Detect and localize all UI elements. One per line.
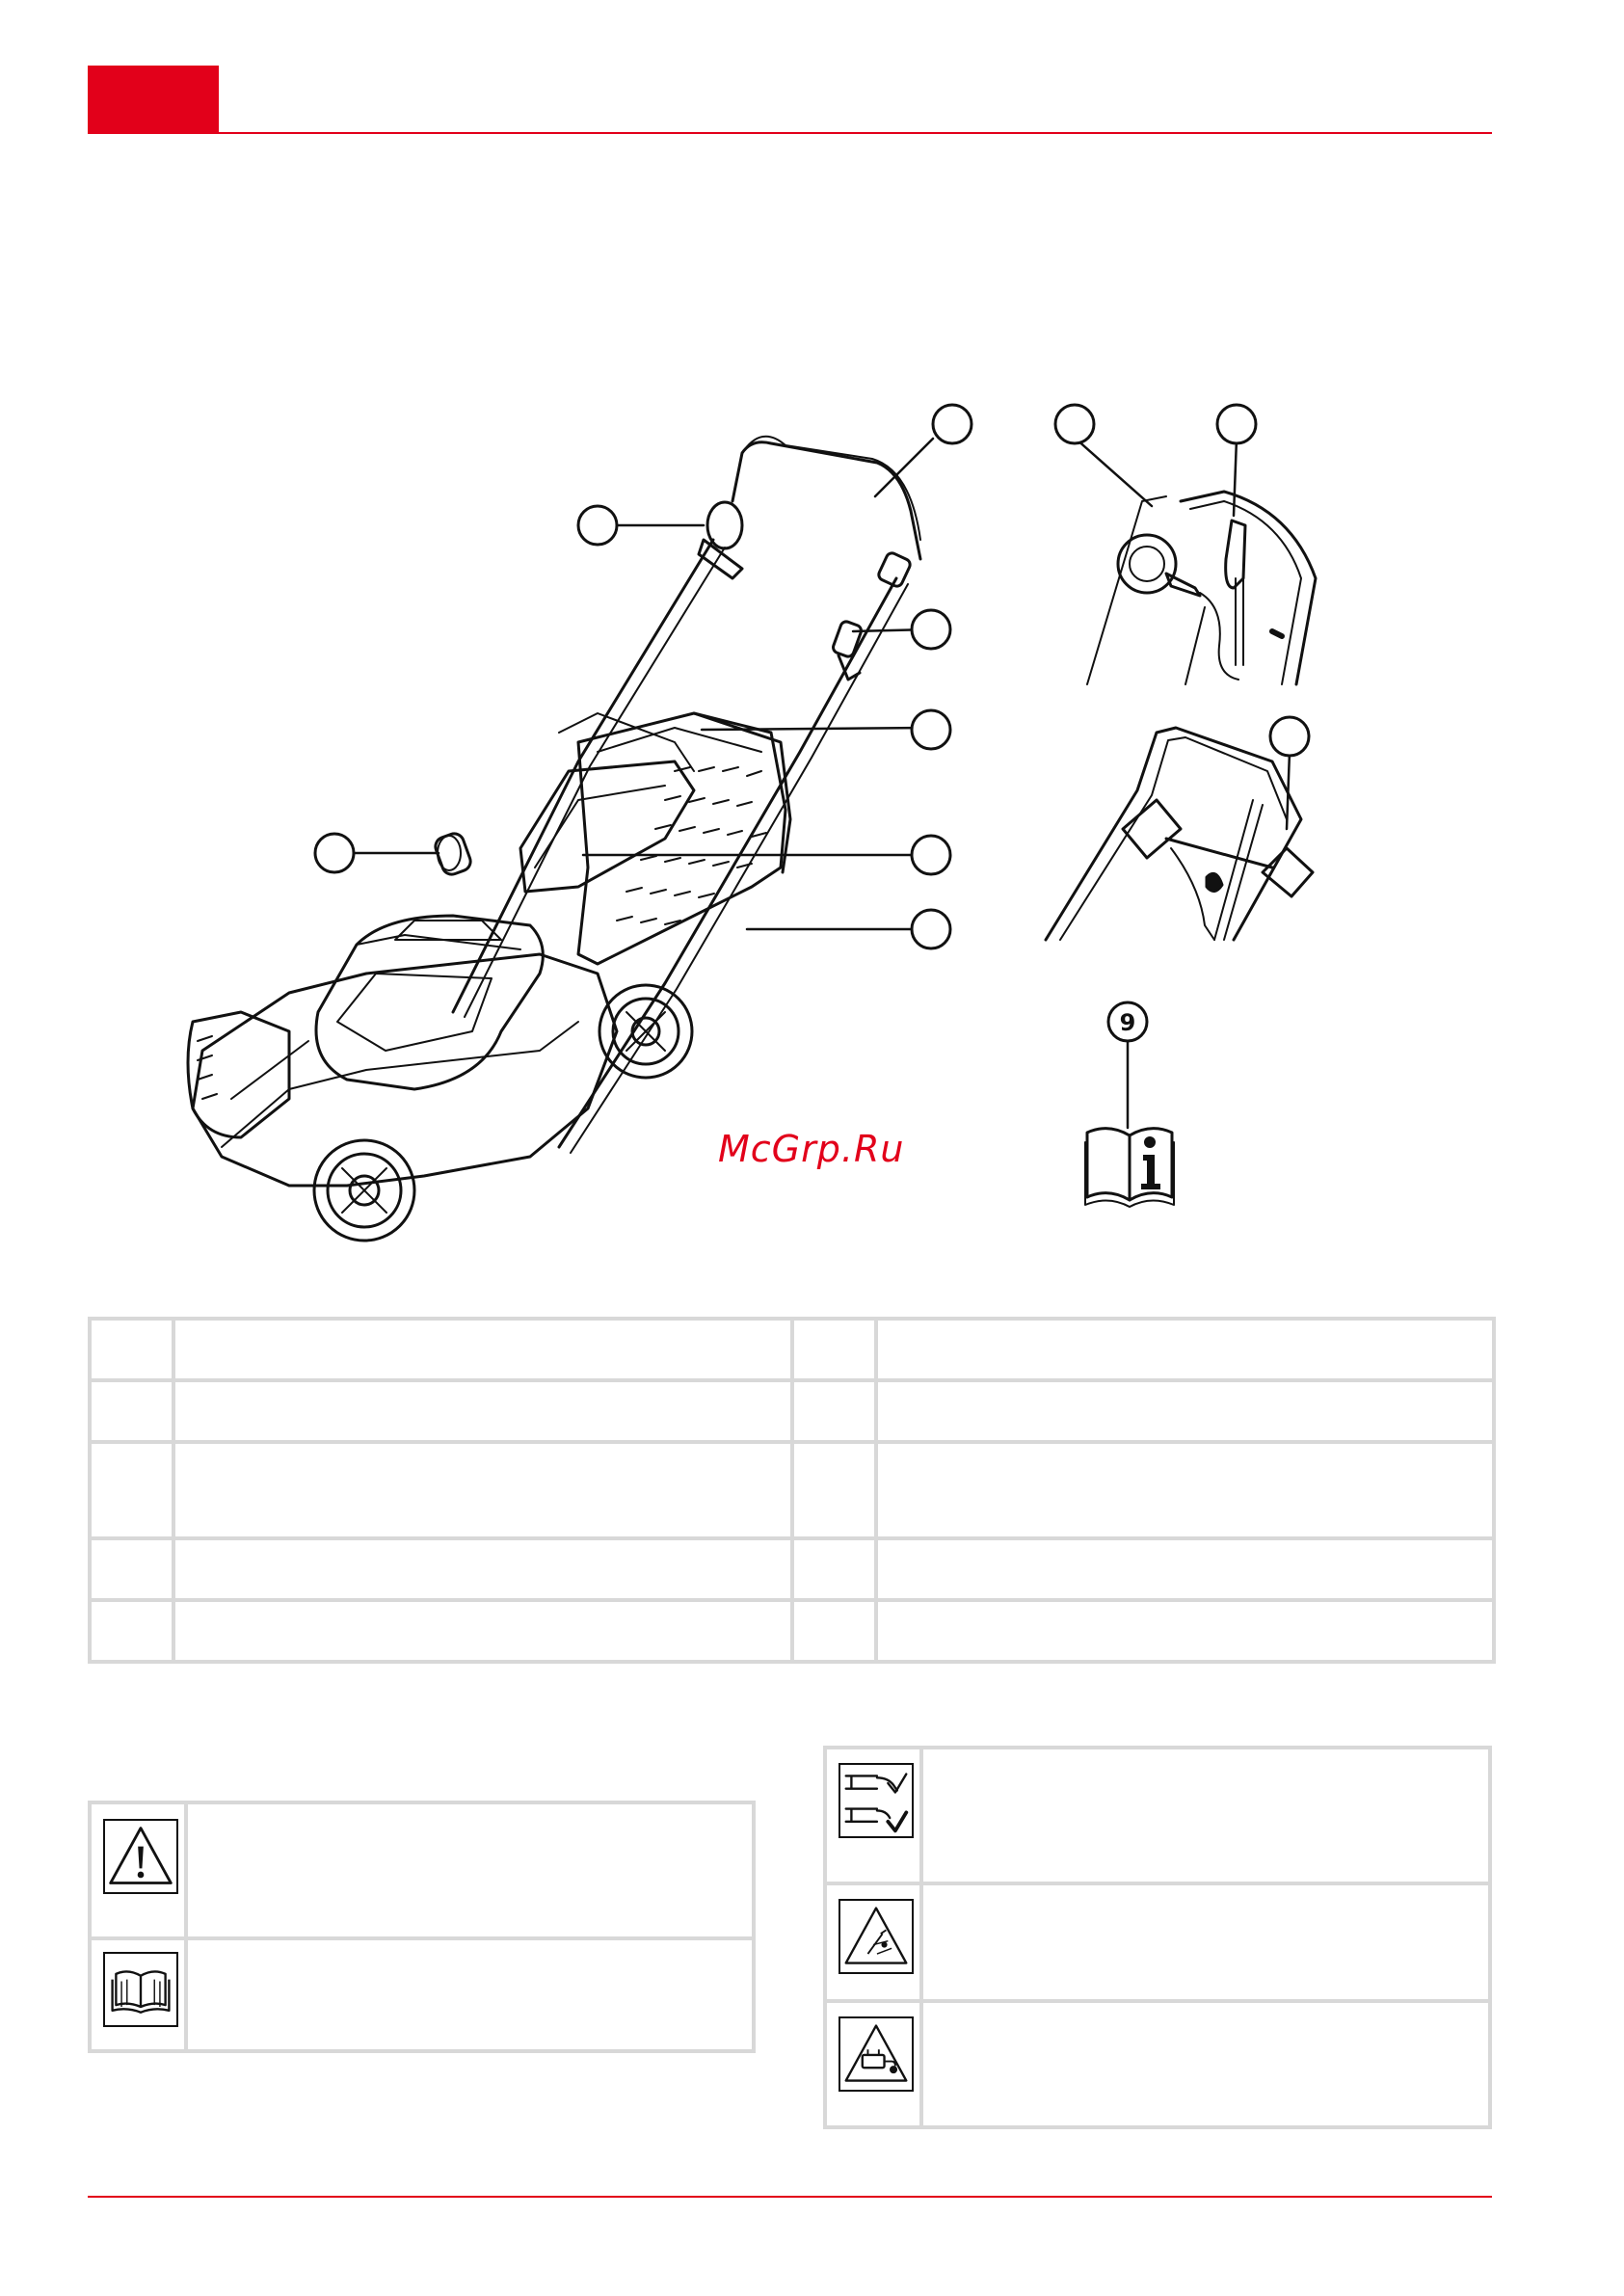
- table-cell: [90, 1380, 173, 1442]
- upper-handle-knob: [707, 502, 742, 548]
- handle-left-bar: [453, 540, 713, 1012]
- table-cell: [90, 1319, 173, 1380]
- callout-height-knob: [315, 834, 354, 872]
- callout-plug: [1055, 405, 1094, 443]
- info-callout-label: 9: [1119, 1009, 1136, 1036]
- table-row: [90, 1380, 1494, 1442]
- table-row: [90, 1319, 1494, 1380]
- table-cell: [173, 1538, 792, 1600]
- handle-top-bar: [732, 442, 920, 559]
- table-cell: [173, 1442, 792, 1538]
- parts-table: [88, 1317, 1496, 1664]
- table-cell: [876, 1442, 1494, 1538]
- table-cell: [876, 1600, 1494, 1662]
- symbols-box-right: [823, 1746, 1492, 2129]
- callout-grass-box: [912, 910, 950, 948]
- table-row: [90, 1442, 1494, 1538]
- table-cell: [792, 1442, 876, 1538]
- callout-strain-relief: [1217, 405, 1256, 443]
- plug-detail: [1087, 492, 1316, 684]
- table-cell: [876, 1538, 1494, 1600]
- read-manual-icon: [103, 1952, 178, 2027]
- table-cell: [173, 1319, 792, 1380]
- mower-deck: [193, 954, 617, 1186]
- callout-handle-bar: [933, 405, 972, 443]
- table-cell: [173, 1600, 792, 1662]
- table-cell: [876, 1319, 1494, 1380]
- callout-upper-handle: [578, 506, 617, 545]
- unplug-cable-warning-icon: [839, 2016, 914, 2092]
- table-row: [90, 1538, 1494, 1600]
- front-roller: [188, 1012, 289, 1137]
- table-cell: [173, 1380, 792, 1442]
- switch-on-off-icon: [839, 1763, 914, 1838]
- callout-safety-switch: [1270, 717, 1309, 756]
- cable-clip: [832, 620, 863, 657]
- table-row: [90, 1600, 1494, 1662]
- table-cell: [90, 1538, 173, 1600]
- flying-debris-warning-icon: [839, 1899, 914, 1974]
- callout-grass-box-lid: [912, 836, 950, 874]
- height-adjust-knob: [438, 836, 461, 870]
- watermark: McGrp.Ru: [718, 1128, 905, 1170]
- symbol-row-unplug: [827, 1999, 1488, 2129]
- footer-rule: [88, 2196, 1492, 2198]
- symbol-row-warning: [92, 1804, 752, 1936]
- callout-grass-box-handle: [912, 710, 950, 749]
- symbol-row-manual: [92, 1936, 752, 2053]
- socket: [1118, 535, 1176, 593]
- warning-triangle-icon: [103, 1819, 178, 1894]
- table-cell: [90, 1600, 173, 1662]
- table-cell: [876, 1380, 1494, 1442]
- table-cell: [792, 1380, 876, 1442]
- callout-cable-clip: [912, 610, 950, 649]
- table-cell: [792, 1538, 876, 1600]
- table-cell: [792, 1600, 876, 1662]
- table-cell: [792, 1319, 876, 1380]
- switch-detail: [1046, 728, 1313, 940]
- symbols-box-left: [88, 1801, 756, 2053]
- symbol-row-debris: [827, 1882, 1488, 1999]
- table-cell: [90, 1442, 173, 1538]
- symbol-row-switch: [827, 1749, 1488, 1882]
